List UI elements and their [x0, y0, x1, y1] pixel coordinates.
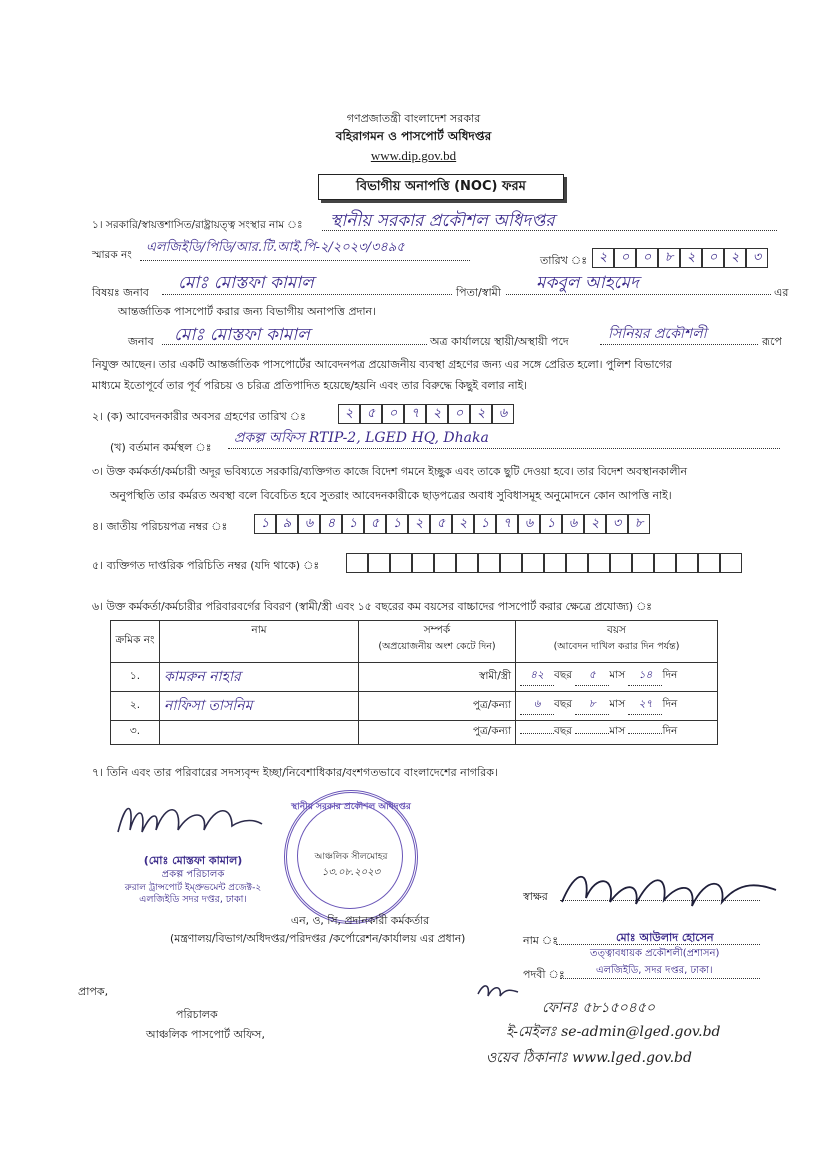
sign-label: স্বাক্ষর [523, 890, 548, 903]
subject-label: বিষয়ঃ জনাব [92, 286, 149, 299]
initial-scribble [476, 980, 520, 1002]
p3-line2: অনুপস্থিতি তার কর্মরত অবস্থা বলে বিবেচিত হবে সুতরাং আবেদনকারীকে ছাড়পত্রের অবাধ সুবিধাসমূহ অনুমোদনে কোন আপত্তি নাই। [110, 489, 672, 502]
family-relation: পুত্র/কন্যা [359, 692, 516, 721]
signer-office: এলজিইডি, সদর দপ্তর, ঢাকা। [596, 965, 713, 976]
date-label: তারিখ ঃ [540, 254, 588, 267]
date-digit-box: ০ [636, 248, 658, 268]
th-relation-label: সম্পর্ক [423, 624, 451, 636]
dept-name: বহিরাগমন ও পাসপোর্ট অধিদপ্তর [335, 129, 492, 143]
right-signature-scribble [556, 862, 786, 926]
office-id-box[interactable] [346, 553, 368, 573]
retire-digit-box: ২ [426, 404, 448, 424]
date-digit-box: ২ [724, 248, 746, 268]
para-post-line [600, 322, 758, 345]
office-id-box[interactable] [456, 553, 478, 573]
family-sl: ৩. [111, 721, 160, 745]
left-sig-project: রুরাল ট্রান্সপোর্ট ইম্প্রুভমেন্ট প্রজেক্ট-২ [124, 883, 262, 893]
para-tail: রূপে [762, 335, 782, 348]
recipient-office: আঞ্চলিক পাসপোর্ট অফিস, [146, 1028, 265, 1041]
left-sig-title: প্রকল্প পরিচালক [161, 869, 225, 880]
family-row [111, 663, 718, 692]
family-row [111, 692, 718, 721]
form-title: বিভাগীয় অনাপত্তি (NOC) ফরম [318, 174, 564, 200]
para-name: মোঃ মোস্তফা কামাল [174, 325, 310, 345]
th-relation-sub: (অপ্রয়োজনীয় অংশ কেটে দিন) [378, 641, 496, 652]
th-age [516, 621, 718, 663]
subject-name-line [162, 270, 452, 295]
retire-boxes [338, 404, 514, 424]
org-label: ১। সরকারি/স্বায়ত্তশাসিত/রাষ্ট্রায়ত্ত্ব সংস্থার নাম ঃ [92, 219, 303, 231]
office-id-box[interactable] [720, 553, 742, 573]
name-label: নাম ঃ [523, 934, 559, 947]
office-id-box[interactable] [654, 553, 676, 573]
family-age: বছর মাস দিন [516, 721, 718, 745]
org-value: স্থানীয় সরকার প্রকৌশল অধিদপ্তর [330, 211, 555, 231]
seal-center: আঞ্চলিক সীলমোহর [314, 852, 388, 862]
nid-digit-box: ৭ [496, 514, 518, 534]
date-digit-box: ২ [680, 248, 702, 268]
citizen-line: ৭। তিনি এবং তার পরিবারের সদস্যবৃন্দ ইচ্ছা/নিবেশাধিকার/বংশগতভাবে বাংলাদেশের নাগরিক। [92, 766, 498, 779]
nid-digit-box: ৬ [518, 514, 540, 534]
noc-caption-2: (মন্ত্রণালয়/বিভাগ/অধিদপ্তর/পরিদপ্তর /কর্পোরেশন/কার্যালয় এর প্রধান) [170, 932, 466, 945]
subject-name: মোঃ মোস্তফা কামাল [178, 273, 314, 293]
org-line [322, 208, 777, 231]
contact-email: ই-মেইলঃ se-admin@lged.gov.bd [506, 1024, 721, 1040]
family-sl: ১. [111, 663, 160, 692]
noc-caption-1: এন, ও, সি, প্রদানকারী কর্মকর্তার [290, 914, 430, 927]
nid-digit-box: ৫ [364, 514, 386, 534]
seal-ring-text: স্থানীয় সরকার প্রকৌশল অধিদপ্তর [291, 802, 411, 812]
date-digit-box: ৮ [658, 248, 680, 268]
office-id-box[interactable] [434, 553, 456, 573]
family-relation: স্বামী/স্ত্রী [359, 663, 516, 692]
nid-digit-box: ৫ [430, 514, 452, 534]
subject-tail: এর [774, 286, 789, 299]
recipient-title: পরিচালক [176, 1008, 218, 1021]
recipient-label: প্রাপক, [78, 985, 109, 998]
memo-line [140, 238, 470, 261]
family-name: নাফিসা তাসনিম [160, 692, 359, 721]
retire-digit-box: ৫ [360, 404, 382, 424]
nid-digit-box: ৯ [276, 514, 298, 534]
website: www.dip.gov.bd [370, 148, 457, 163]
retire-digit-box: ০ [448, 404, 470, 424]
nid-digit-box: ৩ [606, 514, 628, 534]
office-id-box[interactable] [566, 553, 588, 573]
date-digit-box: ৩ [746, 248, 768, 268]
p3-line1: ৩। উক্ত কর্মকর্তা/কর্মচারী অদূর ভবিষ্যতে সরকারি/ব্যক্তিগত কাজে বিদেশ গমনে ইচ্ছুক এবং তাকে ছুটি দেওয়া হবে। তার বিদেশ অবস্থানকালীন [92, 465, 687, 478]
subject-line2: আন্তর্জাতিক পাসপোর্ট করার জন্য বিভাগীয় অনাপত্তি প্রদান। [118, 305, 377, 318]
office-id-box[interactable] [632, 553, 654, 573]
contact-web: ওয়েব ঠিকানাঃ www.lged.gov.bd [486, 1050, 692, 1066]
office-id-box[interactable] [588, 553, 610, 573]
office-id-box[interactable] [676, 553, 698, 573]
para-post: সিনিয়র প্রকৌশলী [608, 326, 707, 342]
signer-designation: তত্ত্বাবধায়ক প্রকৌশলী(প্রশাসন) [590, 948, 720, 959]
family-age: ৬ বছর ৮ মাস ২৭ দিন [516, 692, 718, 721]
th-age-sub: (আবেদন দাখিল করার দিন পর্যন্ত) [553, 641, 680, 652]
retire-digit-box: ২ [470, 404, 492, 424]
office-id-box[interactable] [500, 553, 522, 573]
para-name-line [162, 322, 427, 345]
seal-date: ১৩.০৮.২০২৩ [321, 867, 381, 878]
retire-digit-box: ২ [338, 404, 360, 424]
family-label: ৬। উক্ত কর্মকর্তা/কর্মচারীর পরিবারবর্গের বিবরণ (স্বামী/স্ত্রী এবং ১৫ বছরের কম বয়সের বাচ্চাদের পাসপোর্ট করার ক্ষেত্রে প্রযোজ্য) ঃ [92, 600, 652, 613]
memo-value: এলজিইডি/পিডি/আর.টি.আই.পি-২/২০২৩/৩৪৯৫ [146, 240, 405, 255]
nid-digit-box: ২ [584, 514, 606, 534]
office-id-box[interactable] [412, 553, 434, 573]
th-relation [359, 621, 516, 663]
office-id-box[interactable] [390, 553, 412, 573]
date-digit-box: ২ [592, 248, 614, 268]
office-id-box[interactable] [698, 553, 720, 573]
father-line [506, 270, 771, 295]
nid-digit-box: ৪ [320, 514, 342, 534]
nid-digit-box: ২ [452, 514, 474, 534]
date-digit-box: ০ [702, 248, 724, 268]
nid-digit-box: ৮ [628, 514, 650, 534]
office-id-box[interactable] [478, 553, 500, 573]
nid-digit-box: ১ [386, 514, 408, 534]
designation-label: পদবী ঃ [523, 968, 565, 981]
date-boxes [592, 248, 768, 268]
office-id-label: ৫। ব্যক্তিগত দাপ্তরিক পরিচিতি নম্বর (যদি থাকে) ঃ [92, 559, 320, 572]
para-mid: অত্র কার্যালয়ে স্থায়ী/অস্থায়ী পদে [430, 335, 569, 348]
family-name [160, 721, 359, 745]
para-line2: নিযুক্ত আছেন। তার একটি আন্তর্জাতিক পাসপোর্টের আবেদনপত্র প্রয়োজনীয় ব্যবস্থা গ্রহণের জন্য এর সঙ্গে প্রেরিত হলো। পুলিশ বিভাগের [92, 358, 672, 371]
nid-digit-box: ২ [408, 514, 430, 534]
th-age-label: বয়স [607, 624, 626, 636]
contact-phone: ফোনঃ ৫৮১৫০৪৫০ [542, 1000, 655, 1016]
signer-name: মোঃ আউলাদ হোসেন [616, 931, 714, 944]
family-age: ৪২ বছর ৫ মাস ১৪ দিন [516, 663, 718, 692]
family-row [111, 721, 718, 745]
office-id-boxes [346, 553, 742, 573]
father-value: মকবুল আহমেদ [536, 273, 639, 293]
nid-digit-box: ১ [254, 514, 276, 534]
workplace-value: প্রকল্প অফিস RTIP-2, LGED HQ, Dhaka [234, 430, 489, 446]
nid-digit-box: ১ [474, 514, 496, 534]
family-sl: ২. [111, 692, 160, 721]
office-id-box[interactable] [544, 553, 566, 573]
office-id-box[interactable] [522, 553, 544, 573]
nid-label: ৪। জাতীয় পরিচয়পত্র নম্বর ঃ [92, 520, 228, 533]
father-label: পিতা/স্বামী [456, 286, 501, 299]
office-id-box[interactable] [368, 553, 390, 573]
left-sig-address: এলজিইডি সদর দপ্তর, ঢাকা। [139, 894, 247, 905]
nid-digit-box: ১ [342, 514, 364, 534]
family-relation: পুত্র/কন্যা [359, 721, 516, 745]
nid-digit-box: ১ [540, 514, 562, 534]
date-digit-box: ০ [614, 248, 636, 268]
left-signature-scribble [112, 790, 272, 850]
workplace-label: (খ) বর্তমান কর্মস্থল ঃ [110, 441, 212, 454]
memo-label: স্মারক নং [92, 249, 132, 261]
retire-label: ২। (ক) আবেদনকারীর অবসর গ্রহণের তারিখ ঃ [92, 410, 306, 423]
nid-digit-box: ৬ [298, 514, 320, 534]
family-table [110, 620, 718, 745]
th-sl: ক্রমিক নং [111, 621, 160, 663]
workplace-line [228, 426, 780, 449]
nid-digit-box: ৬ [562, 514, 584, 534]
office-id-box[interactable] [610, 553, 632, 573]
para-intro: জনাব [128, 335, 154, 348]
retire-digit-box: ০ [382, 404, 404, 424]
gov-line: গণপ্রজাতন্ত্রী বাংলাদেশ সরকার [346, 112, 481, 125]
para-line3: মাধ্যমে ইতোপূর্বে তার পূর্ব পরিচয় ও চরিত্র প্রতিপাদিত হয়েছে/হয়নি এবং তার বিরুদ্ধে কিছুই বলার নাই। [92, 379, 528, 392]
retire-digit-box: ৬ [492, 404, 514, 424]
retire-digit-box: ৭ [404, 404, 426, 424]
official-seal [284, 790, 418, 924]
left-sig-name: (মোঃ মোস্তফা কামাল) [143, 854, 243, 867]
nid-boxes [254, 514, 650, 534]
family-name: কামরুন নাহার [160, 663, 359, 692]
th-name: নাম [160, 621, 359, 663]
